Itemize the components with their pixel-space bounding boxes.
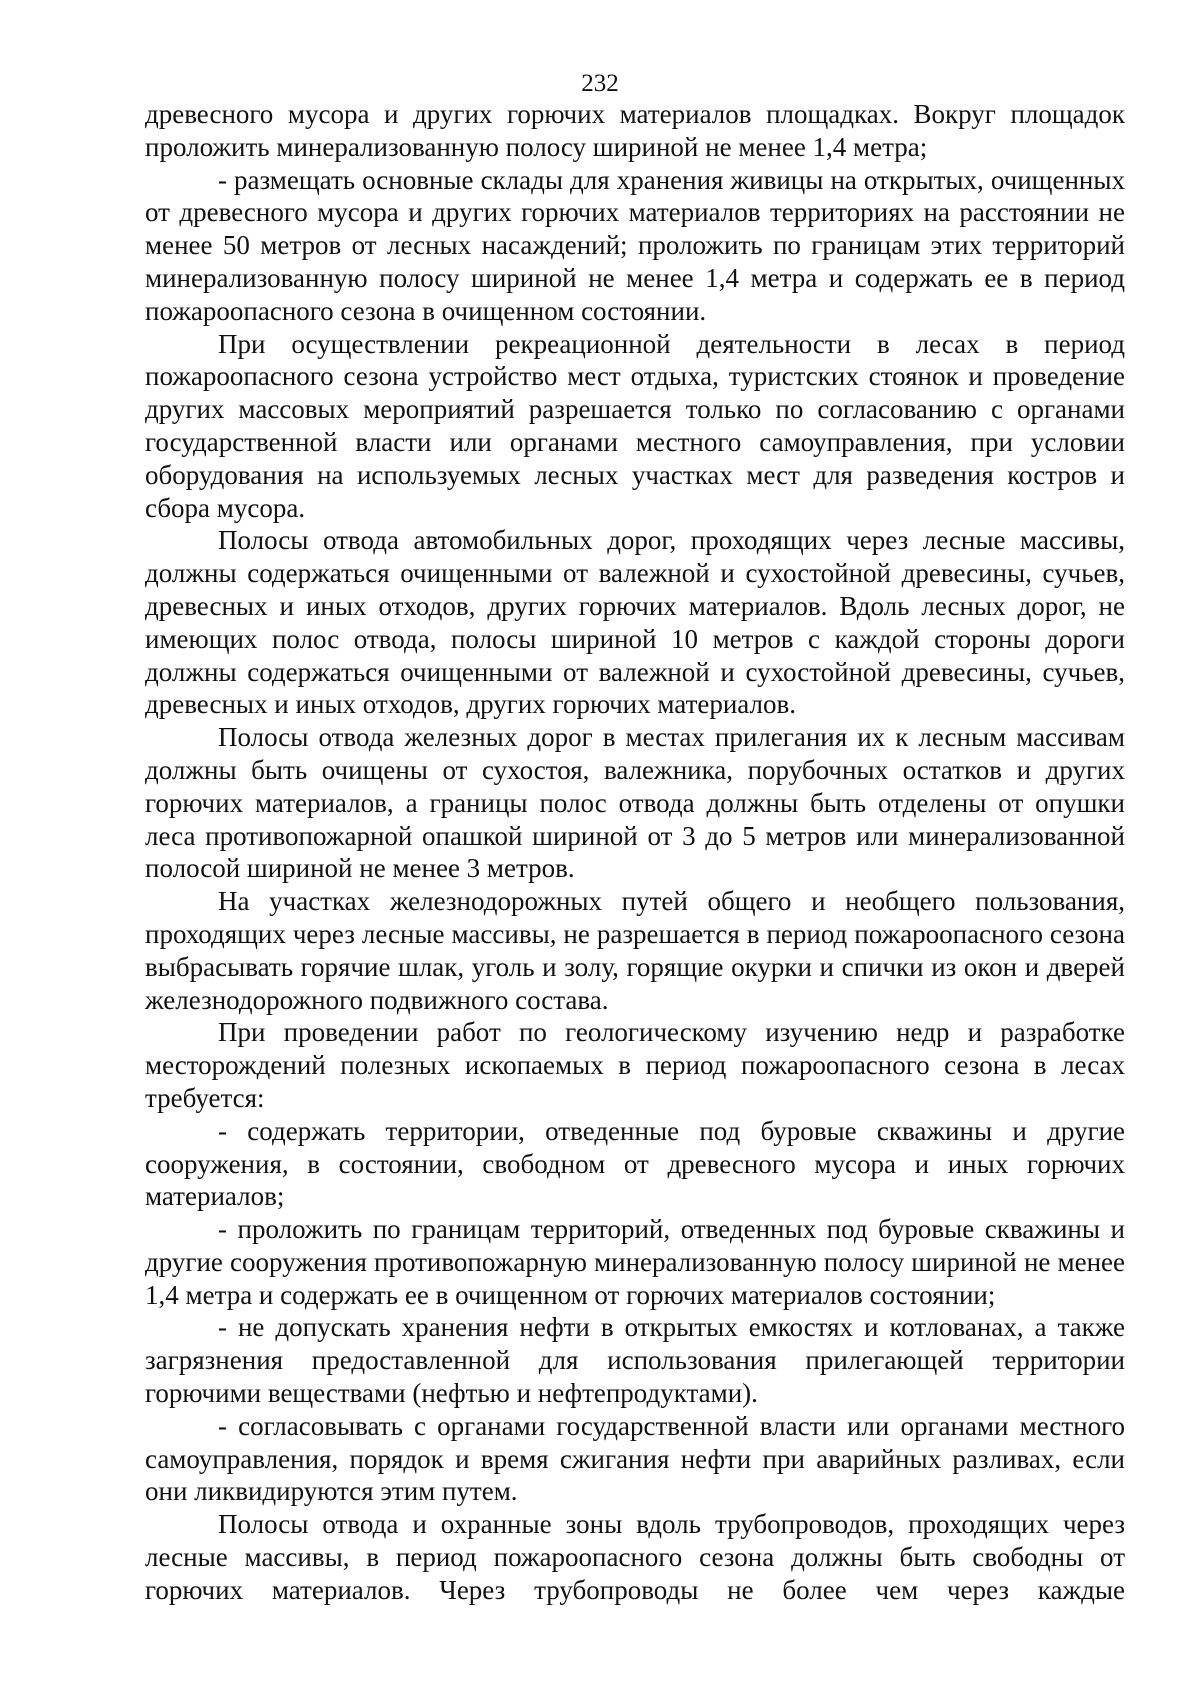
- paragraph-10: - не допускать хранения нефти в открытых емкостях и котлованах, а также загрязнения предоставленной для использования прилегающей территории горючими веществами (нефтью и нефтепродуктами).: [145, 1312, 1125, 1409]
- paragraph-5: Полосы отвода железных дорог в местах прилегания их к лесным массивам должны быть очищены от сухостоя, валежника, порубочных остатков и других горючих материалов, а границы полос отвода должны быть отделены от опушки леса противопожарной опашкой шириной от 3 до 5 метров или минерализованной полосой шириной не менее 3 метров.: [145, 722, 1125, 884]
- paragraph-9: - проложить по границам территорий, отведенных под буровые скважины и другие сооружения противопожарную минерализованную полосу шириной не менее 1,4 метра и содержать ее в очищенном от горючих материалов состоянии;: [145, 1214, 1125, 1310]
- paragraph-8: - содержать территории, отведенные под буровые скважины и другие сооружения, в состоянии, свободном от древесного мусора и иных горючих материалов;: [145, 1115, 1125, 1212]
- paragraph-1: древесного мусора и других горючих материалов площадках. Вокруг площадок проложить минерализованную полосу шириной не менее 1,4 метра;: [145, 99, 1125, 162]
- paragraph-7: При проведении работ по геологическому изучению недр и разработке месторождений полезных ископаемых в период пожароопасного сезона в лесах требуется:: [145, 1017, 1125, 1113]
- paragraph-2: - размещать основные склады для хранения живицы на открытых, очищенных от древесного мусора и других горючих материалов территориях на расстоянии не менее 50 метров от лесных насаждений; проложить по границам этих территорий минерализованную полосу шириной не менее 1,4 метра и содержать ее в период пожароопасного сезона в очищенном состоянии.: [145, 164, 1125, 326]
- page-number: 232: [581, 70, 619, 97]
- document-body: [145, 98, 1125, 1607]
- paragraph-3: При осуществлении рекреационной деятельности в лесах в период пожароопасного сезона устройство мест отдыха, туристских стоянок и проведение других массовых мероприятий разрешается только по согласованию с органами государственной власти или органами местного самоуправления, при условии оборудования на используемых лесных участках мест для разведения костров и сбора мусора.: [145, 328, 1125, 523]
- paragraph-12: Полосы отвода и охранные зоны вдоль трубопроводов, проходящих через лесные массивы, в период пожароопасного сезона должны быть свободны от горючих материалов. Через трубопроводы не более чем через каждые: [145, 1509, 1125, 1605]
- paragraph-11: - согласовывать с органами государственной власти или органами местного самоуправления, порядок и время сжигания нефти при аварийных разливах, если они ликвидируются этим путем.: [145, 1410, 1125, 1507]
- paragraph-4: Полосы отвода автомобильных дорог, проходящих через лесные массивы, должны содержаться очищенными от валежной и сухостойной древесины, сучьев, древесных и иных отходов, других горючих материалов. Вдоль лесных дорог, не имеющих полос отвода, полосы шириной 10 метров с каждой стороны дороги должны содержаться очищенными от валежной и сухостойной древесины, сучьев, древесных и иных отходов, других горючих материалов.: [145, 525, 1125, 720]
- paragraph-6: На участках железнодорожных путей общего и необщего пользования, проходящих через лесные массивы, не разрешается в период пожароопасного сезона выбрасывать горячие шлак, уголь и золу, горящие окурки и спички из окон и дверей железнодорожного подвижного состава.: [145, 886, 1125, 1015]
